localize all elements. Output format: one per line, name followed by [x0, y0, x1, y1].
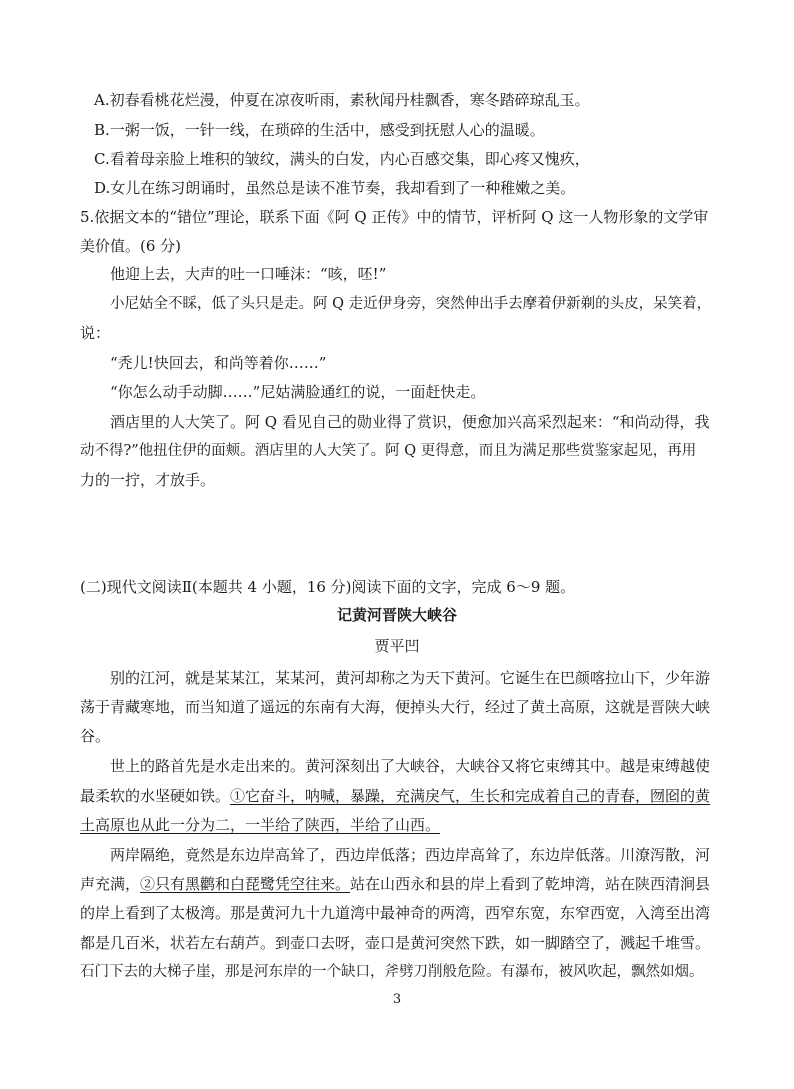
excerpt-line: 说：: [80, 324, 111, 342]
option-b: B.一粥一饭，一针一线，在琐碎的生活中，感受到抚慰人心的温暖。: [94, 121, 545, 139]
underlined-sentence-1-cont: 土高原也从此一分为二，一半给了陕西，半给了山西。: [80, 816, 441, 834]
paragraph-line: 都是几百米，状若左右葫芦。到壶口去呀，壶口是黄河突然下跌，如一脚踏空了，溅起千堆雪。: [80, 934, 711, 952]
paragraph-line: 两岸隔绝，竟然是东边岸高耸了，西边岸低落；西边岸高耸了，东边岸低落。川潦泻散，河: [110, 846, 711, 864]
option-a: A.初春看桃花烂漫，仲夏在凉夜听雨，素秋闻丹桂飘香，寒冬踏碎琼乱玉。: [94, 91, 590, 109]
excerpt-line: 动不得?”他扭住伊的面颊。酒店里的人大笑了。阿 Q 更得意，而且为满足那些赏鉴家起见，再用: [80, 443, 697, 459]
paragraph-line: 石门下去的大梯子崖，那是河东岸的一个缺口，斧劈刀削般危险。有瀑布，被风吹起，飘然如烟。: [80, 964, 704, 980]
option-d: D.女儿在练习朗诵时，虽然总是读不准节奏，我却看到了一种稚嫩之美。: [94, 179, 576, 197]
excerpt-line: “你怎么动手动脚……”尼姑满脸通红的说，一面赶快走。: [110, 383, 486, 401]
paragraph-line: 荡于青藏寒地，而当知道了遥远的东南有大海，便掉头大行，经过了黄土高原，这就是晋陕大峡: [80, 698, 711, 716]
excerpt-line: “秃儿!快回去，和尚等着你……”: [110, 354, 327, 372]
paragraph-text: 站在山西永和县的岸上看到了乾坤湾，站在陕西清涧县: [350, 875, 711, 893]
paragraph-text: 声充满，: [80, 875, 141, 893]
excerpt-line: 力的一拧，才放手。: [80, 471, 216, 489]
question-5-line-2: 美价值。(6 分): [80, 237, 182, 255]
excerpt-line: 他迎上去，大声的吐一口唾沫：“咳，呸!”: [110, 265, 387, 283]
essay-title: 记黄河晋陕大峡谷: [336, 606, 457, 624]
question-5-line-1: 5.依据文本的“错位”理论，联系下面《阿 Q 正传》中的情节，评析阿 Q 这一人物形象的文学审: [80, 208, 709, 226]
paragraph-line: 别的江河，就是某某江，某某河，黄河却称之为天下黄河。它诞生在巴颜喀拉山下，少年游: [110, 669, 711, 687]
paragraph-text: 最柔软的水坚硬如铁。: [80, 787, 231, 805]
paragraph-line: 谷。: [80, 727, 111, 745]
underlined-sentence-2: ②只有黑鹳和白琵鹭凭空往来。: [140, 875, 351, 893]
paragraph-line: [80, 815, 440, 835]
section-header: (二)现代文阅读Ⅱ(本题共 4 小题，16 分)阅读下面的文字，完成 6～9 题。: [80, 578, 576, 596]
essay-author: 贾平凹: [374, 637, 420, 655]
paragraph-line: [80, 786, 710, 806]
paragraph-line: 的岸上看到了太极湾。那是黄河九十九道湾中最神奇的两湾，西窄东宽，东窄西宽，入湾至出湾: [80, 904, 711, 922]
option-c: C.看着母亲脸上堆积的皱纹，满头的白发，内心百感交集，即心疼又愧疚，: [94, 150, 590, 168]
excerpt-line: 小尼姑全不睬，低了头只是走。阿 Q 走近伊身旁，突然伸出手去摩着伊新剃的头皮，呆笑着，: [110, 296, 712, 312]
paragraph-line: 世上的路首先是水走出来的。黄河深刻出了大峡谷，大峡谷又将它束缚其中。越是束缚越使: [110, 757, 711, 775]
underlined-sentence-1: ①它奋斗，呐喊，暴躁，充满戾气，生长和完成着自己的青春，囫囵的黄: [230, 787, 711, 805]
page-number: 3: [392, 992, 402, 1007]
excerpt-line: 酒店里的人大笑了。阿 Q 看见自己的勋业得了赏识，便愈加兴高采烈起来：“和尚动得，我: [110, 413, 710, 431]
paragraph-line: [80, 874, 710, 894]
